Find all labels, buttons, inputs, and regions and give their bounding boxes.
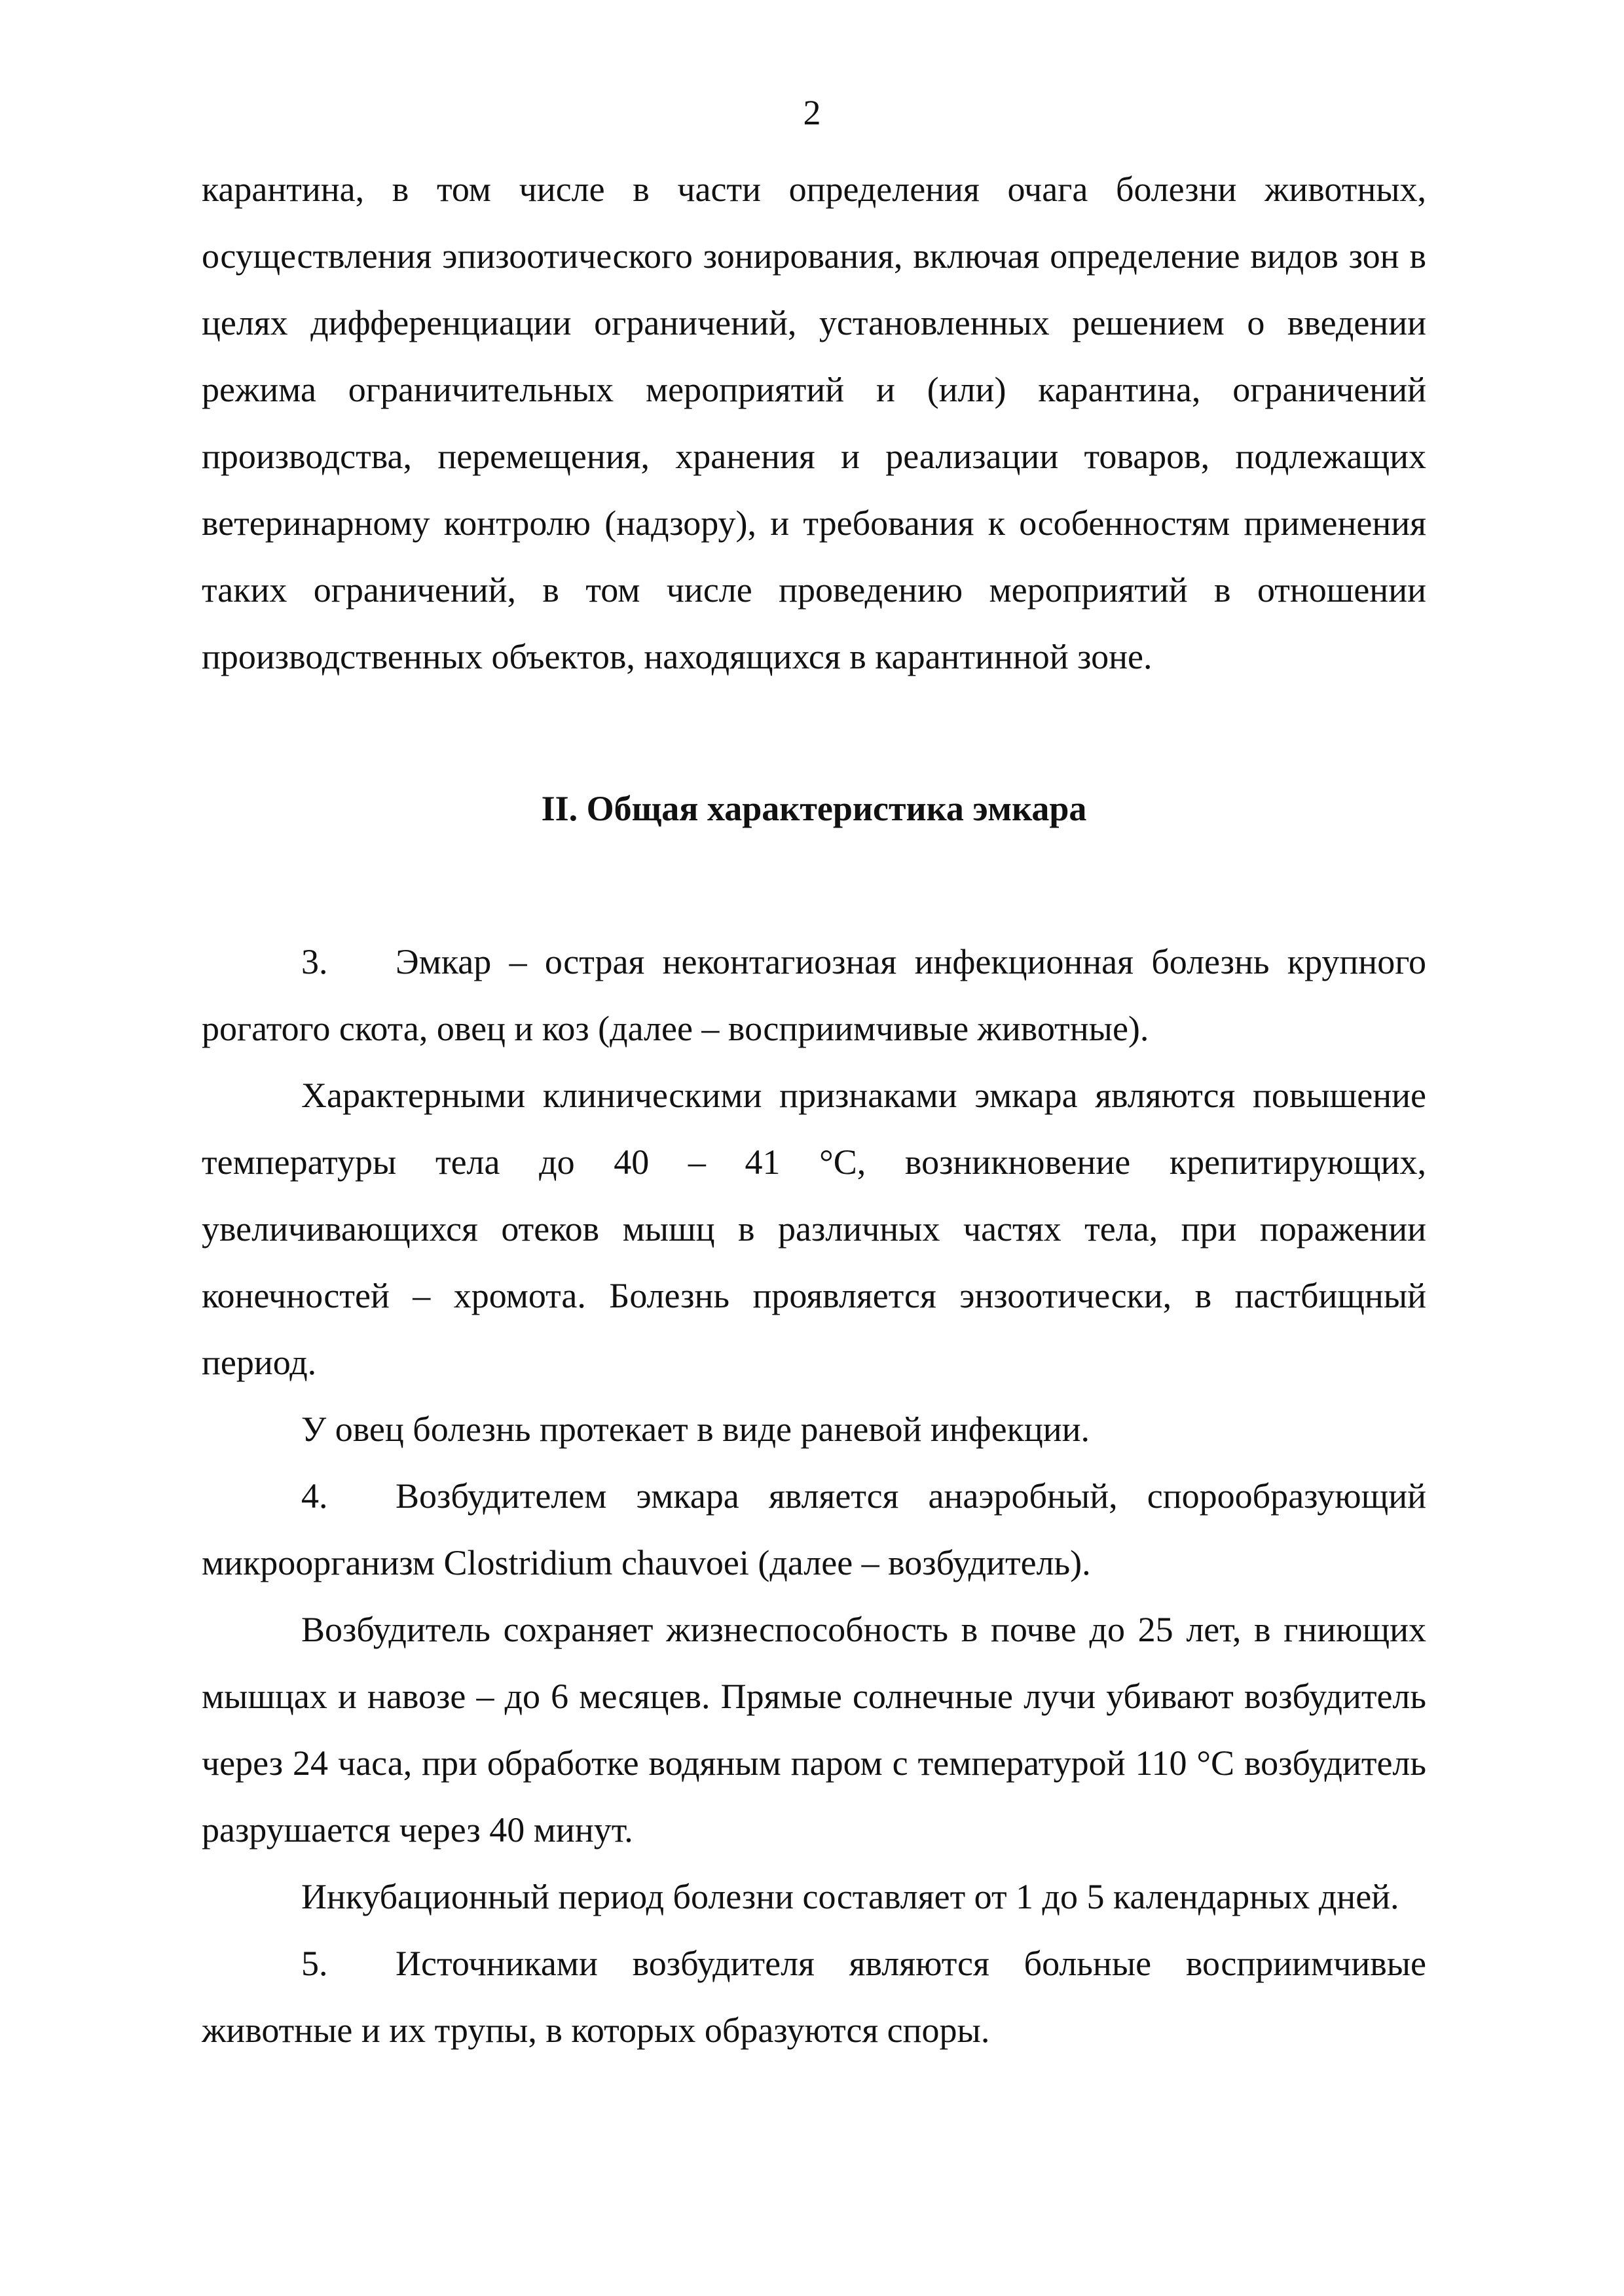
- paragraph-text: Эмкар – острая неконтагиозная инфекционная болезнь крупного рогатого скота, овец и коз (далее – восприимчивые животные).: [202, 942, 1426, 1048]
- paragraph-text: Возбудителем эмкара является анаэробный, спорообразующий микроорганизм Clostridium chauvoei (далее – возбудитель).: [202, 1476, 1426, 1582]
- section-heading: II. Общая характеристика эмкара: [541, 789, 1087, 828]
- paragraph-4: [202, 1463, 1426, 1596]
- paragraph-sheep: У овец болезнь протекает в виде раневой инфекции.: [301, 1410, 1090, 1449]
- paragraph-number: 5.: [301, 1944, 328, 1983]
- paragraph-3: [202, 928, 1426, 1062]
- paragraph-incubation: Инкубационный период болезни составляет от 1 до 5 календарных дней.: [301, 1877, 1399, 1916]
- paragraph-clinical-signs: Характерными клиническими признаками эмкара являются повышение температуры тела до 40 – 41 °С, возникновение крепитирующих, увеличивающихся отеков мышц в различных частях тела, при поражении конечностей – хромота. Болезнь проявляется энзоотически, в пастбищный период.: [202, 1076, 1426, 1382]
- paragraph-text: Источниками возбудителя являются больные восприимчивые животные и их трупы, в которых образуются споры.: [202, 1944, 1426, 2050]
- paragraph-pathogen-survival: Возбудитель сохраняет жизнеспособность в почве до 25 лет, в гниющих мышцах и навозе – до 6 месяцев. Прямые солнечные лучи убивают возбудитель через 24 часа, при обработке водяным паром с температурой 110 °С возбудитель разрушается через 40 минут.: [202, 1610, 1426, 1850]
- page-number: 2: [803, 93, 821, 132]
- paragraph-5: [202, 1930, 1426, 2064]
- document-body: [202, 156, 1426, 2064]
- paragraph-number: 3.: [301, 942, 328, 981]
- paragraph-number: 4.: [301, 1476, 328, 1516]
- paragraph-continuation: карантина, в том числе в части определения очага болезни животных, осуществления эпизоотического зонирования, включая определение видов зон в целях дифференциации ограничений, установленных решением о введении режима ограничительных мероприятий и (или) карантина, ограничений производства, перемещения, хранения и реализации товаров, подлежащих ветеринарному контролю (надзору), и требования к особенностям применения таких ограничений, в том числе проведению мероприятий в отношении производственных объектов, находящихся в карантинной зоне.: [202, 170, 1426, 676]
